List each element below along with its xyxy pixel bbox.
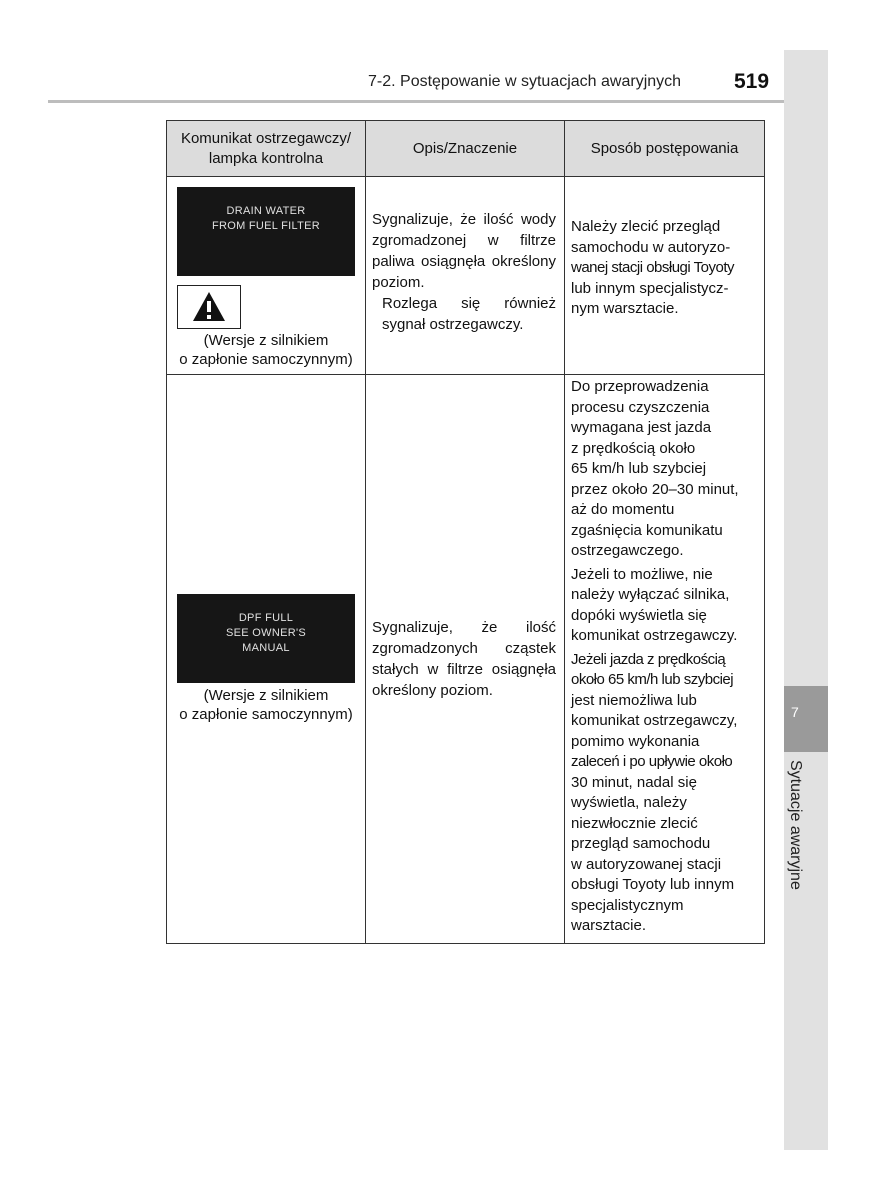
chapter-number-tab bbox=[784, 686, 828, 752]
action-line: warsztacie. bbox=[571, 917, 647, 934]
message-line: MANUAL bbox=[242, 641, 290, 654]
action-line: procesu czyszczenia bbox=[571, 398, 710, 416]
version-line: (Wersje z silnikiem bbox=[203, 332, 329, 349]
version-line: (Wersje z silnikiem bbox=[203, 686, 329, 704]
description-cell bbox=[366, 177, 565, 375]
table-row bbox=[167, 177, 765, 375]
table-row bbox=[167, 375, 765, 944]
section-title: 7-2. Postępowanie w sytuacjach awaryjnych bbox=[368, 73, 682, 90]
action-line: lub innym specjalistycz- bbox=[571, 279, 729, 297]
action-line: Jeżeli jazda z prędkością bbox=[571, 650, 726, 668]
version-note bbox=[167, 686, 365, 724]
action-line: aż do momentu bbox=[571, 501, 675, 518]
message-display bbox=[177, 594, 355, 683]
action-line: z prędkością około bbox=[571, 439, 696, 457]
action-line: jest niemożliwa lub bbox=[571, 691, 697, 709]
action-line: wanej stacji obsługi Toyoty bbox=[571, 259, 734, 276]
message-line: DPF FULL bbox=[238, 611, 294, 624]
message-display bbox=[177, 187, 355, 276]
description-cell bbox=[366, 375, 565, 944]
action-line: dopóki wyświetla się bbox=[571, 606, 707, 624]
version-line: o zapłonie samoczynnym) bbox=[179, 705, 353, 723]
chapter-side-tab bbox=[784, 50, 828, 1150]
action-line: Jeżeli to możliwe, nie bbox=[571, 565, 713, 583]
version-note bbox=[167, 331, 365, 369]
version-line: o zapłonie samoczynnym) bbox=[179, 351, 353, 368]
warning-triangle-icon bbox=[177, 285, 241, 329]
column-header-action: Sposób postępowania bbox=[565, 121, 765, 177]
message-cell bbox=[167, 177, 366, 375]
action-line: przez około 20–30 minut, bbox=[571, 480, 739, 498]
action-line: 30 minut, nadal się bbox=[571, 773, 697, 791]
column-header-description: Opis/Znaczenie bbox=[366, 121, 565, 177]
action-line: Do przeprowadzenia bbox=[571, 378, 709, 395]
action-line: specjalistycznym bbox=[571, 896, 684, 914]
chapter-title: Sytuacje awaryjne bbox=[787, 760, 804, 890]
action-line: 65 km/h lub szybciej bbox=[571, 460, 707, 477]
action-line: nym warsztacie. bbox=[571, 300, 679, 317]
action-cell bbox=[565, 177, 765, 375]
action-line: ostrzegawczego. bbox=[571, 542, 684, 559]
action-cell bbox=[565, 375, 765, 944]
table-header-row bbox=[167, 121, 765, 177]
message-line: SEE OWNER'S bbox=[226, 626, 306, 639]
description-text: Sygnalizuje, że ilość wody zgromadzonej w filtrze paliwa osiągnęła określony poziom. bbox=[372, 211, 556, 291]
action-line: pomimo wykonania bbox=[571, 732, 700, 750]
message-line: DRAIN WATER bbox=[226, 205, 306, 217]
action-line: zaleceń i po upływie około bbox=[571, 753, 733, 770]
action-line: wymagana jest jazda bbox=[571, 419, 712, 436]
header-rule bbox=[48, 100, 828, 103]
message-line: FROM FUEL FILTER bbox=[211, 220, 321, 232]
action-line: niezwłocznie zlecić bbox=[571, 814, 698, 832]
column-header-message: Komunikat ostrzegawczy/ lampka kontrolna bbox=[167, 121, 366, 177]
action-line: około 65 km/h lub szybciej bbox=[571, 671, 734, 688]
action-line: obsługi Toyoty lub innym bbox=[571, 876, 735, 893]
action-line: przegląd samochodu bbox=[571, 835, 711, 852]
action-line: zgaśnięcia komunikatu bbox=[571, 521, 723, 539]
warning-messages-table bbox=[166, 120, 765, 944]
action-line: samochodu w autoryzo- bbox=[571, 238, 731, 256]
message-cell bbox=[167, 375, 366, 944]
action-line: wyświetla, należy bbox=[571, 794, 687, 811]
description-extra-text: Rozlega się również sygnał ostrzegawczy. bbox=[382, 295, 556, 333]
chapter-number: 7 bbox=[791, 704, 799, 720]
description-text: Sygnalizuje, że ilość zgromadzonych cząstek stałych w filtrze osiągnęła określony poziom. bbox=[372, 618, 556, 699]
action-line: Należy zlecić przegląd bbox=[571, 218, 721, 235]
page-number: 519 bbox=[734, 70, 770, 93]
action-line: należy wyłączać silnika, bbox=[571, 586, 730, 603]
action-line: w autoryzowanej stacji bbox=[571, 855, 722, 873]
action-line: komunikat ostrzegawczy, bbox=[571, 712, 738, 729]
action-line: komunikat ostrzegawczy. bbox=[571, 627, 738, 644]
